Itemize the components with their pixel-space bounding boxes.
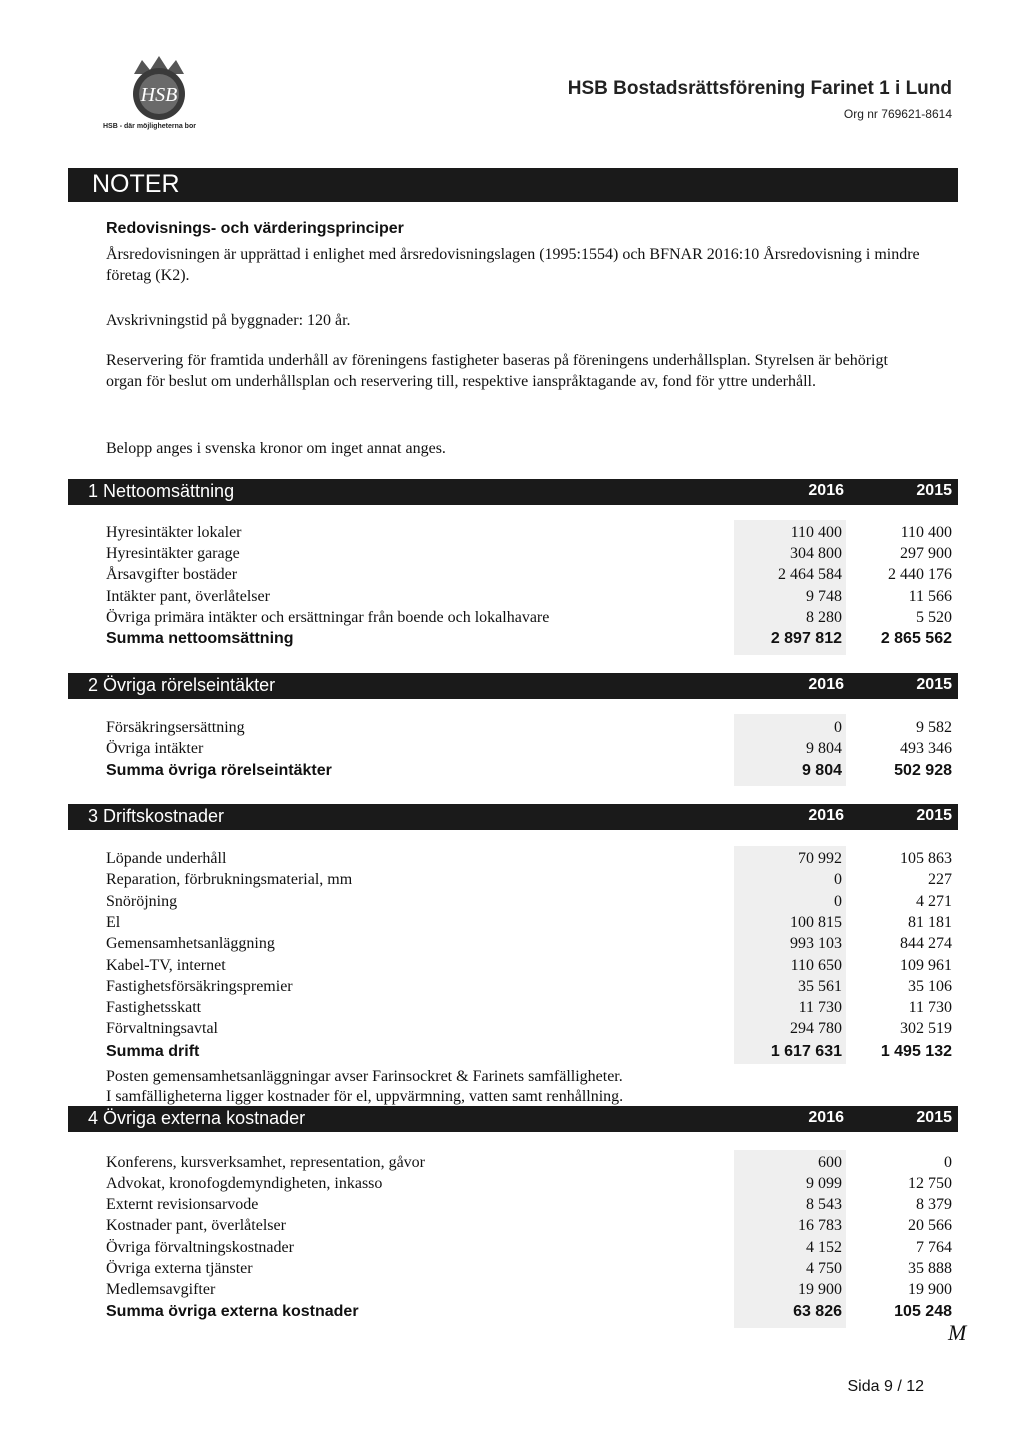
table-row bbox=[106, 740, 956, 761]
table-row bbox=[106, 1020, 956, 1041]
page-number: Sida 9 / 12 bbox=[847, 1378, 924, 1395]
value-2015: 227 bbox=[928, 871, 952, 888]
value-2015: 35 888 bbox=[908, 1260, 952, 1277]
value-2015: 302 519 bbox=[900, 1020, 952, 1037]
row-label: Fastighetsförsäkringspremier bbox=[106, 978, 293, 995]
table-row bbox=[106, 893, 956, 914]
value-2015: 2 440 176 bbox=[888, 566, 952, 583]
sum-2016: 9 804 bbox=[801, 762, 842, 779]
row-label: Medlemsavgifter bbox=[106, 1281, 216, 1298]
value-2016: 16 783 bbox=[798, 1217, 842, 1234]
value-2015: 81 181 bbox=[908, 914, 952, 931]
row-label: Externt revisionsarvode bbox=[106, 1196, 259, 1213]
value-2015: 19 900 bbox=[908, 1281, 952, 1298]
row-label: Övriga primära intäkter och ersättningar från boende och lokalhavare bbox=[106, 609, 550, 626]
value-2016: 9 748 bbox=[806, 588, 842, 605]
sum-label: Summa övriga externa kostnader bbox=[106, 1303, 359, 1320]
sum-row bbox=[106, 1303, 956, 1324]
row-label: Förvaltningsavtal bbox=[106, 1020, 218, 1037]
principles-paragraph-3: Reservering för framtida underhåll av föreningens fastigheter baseras på föreningens underhållsplan. Styrelsen är behörigt organ för beslut om underhållsplan och reservering till, respektive ianspråktagande av, fond för yttre underhåll. bbox=[106, 352, 888, 390]
note-title: 4 Övriga externa kostnader bbox=[88, 1108, 306, 1128]
value-2016: 0 bbox=[834, 871, 842, 888]
year-2016: 2016 bbox=[808, 676, 844, 693]
sum-row bbox=[106, 762, 956, 783]
row-label: Hyresintäkter lokaler bbox=[106, 524, 242, 541]
row-label: Löpande underhåll bbox=[106, 850, 227, 867]
row-label: Fastighetsskatt bbox=[106, 999, 202, 1016]
note-3-banner bbox=[68, 804, 958, 830]
value-2016: 100 815 bbox=[790, 914, 842, 931]
table-row bbox=[106, 545, 956, 566]
remark-line: I samfälligheterna ligger kostnader för el, uppvärmning, vatten samt renhållning. bbox=[106, 1088, 624, 1105]
value-2016: 110 650 bbox=[790, 957, 842, 974]
sum-2016: 2 897 812 bbox=[770, 630, 842, 647]
sum-2015: 502 928 bbox=[894, 762, 952, 779]
table-row bbox=[106, 1196, 956, 1217]
value-2016: 993 103 bbox=[790, 935, 842, 952]
row-label: Övriga intäkter bbox=[106, 740, 204, 757]
sum-label: Summa nettoomsättning bbox=[106, 630, 294, 647]
row-label: Årsavgifter bostäder bbox=[106, 566, 238, 583]
sum-2015: 1 495 132 bbox=[880, 1043, 952, 1060]
year-2015: 2015 bbox=[916, 1109, 952, 1126]
value-2015: 11 566 bbox=[908, 588, 952, 605]
value-2016: 9 804 bbox=[806, 740, 842, 757]
sum-label: Summa drift bbox=[106, 1043, 200, 1060]
value-2016: 4 750 bbox=[806, 1260, 842, 1277]
table-row bbox=[106, 978, 956, 999]
value-2015: 297 900 bbox=[900, 545, 952, 562]
table-row bbox=[106, 566, 956, 587]
value-2016: 8 543 bbox=[806, 1196, 842, 1213]
value-2015: 11 730 bbox=[908, 999, 952, 1016]
principles-paragraph-4: Belopp anges i svenska kronor om inget annat anges. bbox=[106, 440, 446, 457]
table-row bbox=[106, 609, 956, 630]
value-2016: 70 992 bbox=[798, 850, 842, 867]
logo-text: HSB bbox=[140, 84, 178, 106]
table-row bbox=[106, 871, 956, 892]
row-label: Hyresintäkter garage bbox=[106, 545, 240, 562]
value-2015: 0 bbox=[944, 1154, 952, 1171]
table-row bbox=[106, 999, 956, 1020]
row-label: Konferens, kursverksamhet, representation, gåvor bbox=[106, 1154, 425, 1171]
value-2016: 4 152 bbox=[806, 1239, 842, 1256]
row-label: Intäkter pant, överlåtelser bbox=[106, 588, 270, 605]
noter-banner bbox=[68, 168, 958, 202]
year-2016: 2016 bbox=[808, 1109, 844, 1126]
note-3-remarks bbox=[106, 1067, 623, 1107]
value-2015: 105 863 bbox=[900, 850, 952, 867]
value-2016: 0 bbox=[834, 893, 842, 910]
row-label: Advokat, kronofogdemyndigheten, inkasso bbox=[106, 1175, 383, 1192]
year-2016: 2016 bbox=[808, 807, 844, 824]
note-title: 3 Driftskostnader bbox=[88, 806, 225, 826]
year-2015: 2015 bbox=[916, 807, 952, 824]
sum-row bbox=[106, 630, 956, 651]
sum-row bbox=[106, 1043, 956, 1064]
value-2015: 7 764 bbox=[916, 1239, 952, 1256]
value-2016: 294 780 bbox=[790, 1020, 842, 1037]
year-2016: 2016 bbox=[808, 482, 844, 499]
value-2015: 4 271 bbox=[916, 893, 952, 910]
row-label: Kostnader pant, överlåtelser bbox=[106, 1217, 286, 1234]
signature-initials: M bbox=[948, 1320, 967, 1345]
value-2016: 11 730 bbox=[798, 999, 842, 1016]
row-label: Reparation, förbrukningsmaterial, mm bbox=[106, 871, 353, 888]
value-2015: 20 566 bbox=[908, 1217, 952, 1234]
principles-paragraph-2: Avskrivningstid på byggnader: 120 år. bbox=[106, 312, 351, 329]
principles-paragraph-1: Årsredovisningen är upprättad i enlighet med årsredovisningslagen (1995:1554) och BFNAR 2016:10 Årsredovisning i mindre företag (K2). bbox=[106, 246, 920, 284]
value-2015: 8 379 bbox=[916, 1196, 952, 1213]
row-label: Kabel-TV, internet bbox=[106, 957, 226, 974]
value-2015: 109 961 bbox=[900, 957, 952, 974]
table-row bbox=[106, 957, 956, 978]
value-2016: 0 bbox=[834, 719, 842, 736]
value-2016: 8 280 bbox=[806, 609, 842, 626]
org-number: Org nr 769621-8614 bbox=[843, 107, 952, 121]
value-2015: 12 750 bbox=[908, 1175, 952, 1192]
table-row bbox=[106, 850, 956, 871]
note-4-banner bbox=[68, 1106, 958, 1132]
table-row bbox=[106, 1260, 956, 1281]
value-2015: 5 520 bbox=[916, 609, 952, 626]
table-row bbox=[106, 1175, 956, 1196]
value-2016: 35 561 bbox=[798, 978, 842, 995]
value-2015: 9 582 bbox=[916, 719, 952, 736]
row-label: Övriga förvaltningskostnader bbox=[106, 1239, 294, 1256]
year-2015: 2015 bbox=[916, 676, 952, 693]
value-2016: 110 400 bbox=[790, 524, 842, 541]
logo-tagline: HSB - där möjligheterna bor bbox=[103, 123, 196, 130]
table-row bbox=[106, 935, 956, 956]
remark-line: Posten gemensamhetsanläggningar avser Farinsockret & Farinets samfälligheter. bbox=[106, 1068, 623, 1085]
value-2015: 844 274 bbox=[900, 935, 952, 952]
value-2016: 19 900 bbox=[798, 1281, 842, 1298]
hsb-logo bbox=[112, 52, 206, 122]
table-row bbox=[106, 719, 956, 740]
row-label: Övriga externa tjänster bbox=[106, 1260, 253, 1277]
sum-2016: 63 826 bbox=[793, 1303, 842, 1320]
row-label: Snöröjning bbox=[106, 893, 178, 910]
org-name: HSB Bostadsrättsförening Farinet 1 i Lund bbox=[567, 78, 952, 99]
row-label: Försäkringsersättning bbox=[106, 719, 245, 736]
table-row bbox=[106, 914, 956, 935]
sum-2015: 2 865 562 bbox=[880, 630, 952, 647]
table-row bbox=[106, 524, 956, 545]
table-row bbox=[106, 1154, 956, 1175]
row-label: El bbox=[106, 914, 121, 931]
table-row bbox=[106, 588, 956, 609]
note-title: 2 Övriga rörelseintäkter bbox=[88, 675, 276, 695]
sum-label: Summa övriga rörelseintäkter bbox=[106, 762, 332, 779]
principles-heading: Redovisnings- och värderingsprinciper bbox=[106, 220, 404, 237]
sum-2015: 105 248 bbox=[894, 1303, 952, 1320]
value-2016: 2 464 584 bbox=[778, 566, 842, 583]
table-row bbox=[106, 1281, 956, 1302]
note-2-banner bbox=[68, 673, 958, 699]
value-2016: 600 bbox=[818, 1154, 842, 1171]
table-row bbox=[106, 1239, 956, 1260]
value-2015: 35 106 bbox=[908, 978, 952, 995]
value-2015: 493 346 bbox=[900, 740, 952, 757]
row-label: Gemensamhetsanläggning bbox=[106, 935, 275, 952]
value-2015: 110 400 bbox=[900, 524, 952, 541]
note-title: 1 Nettoomsättning bbox=[88, 481, 235, 501]
note-1-banner bbox=[68, 479, 958, 505]
sum-2016: 1 617 631 bbox=[770, 1043, 842, 1060]
table-row bbox=[106, 1217, 956, 1238]
value-2016: 304 800 bbox=[790, 545, 842, 562]
value-2016: 9 099 bbox=[806, 1175, 842, 1192]
year-2015: 2015 bbox=[916, 482, 952, 499]
noter-title: NOTER bbox=[92, 170, 180, 198]
